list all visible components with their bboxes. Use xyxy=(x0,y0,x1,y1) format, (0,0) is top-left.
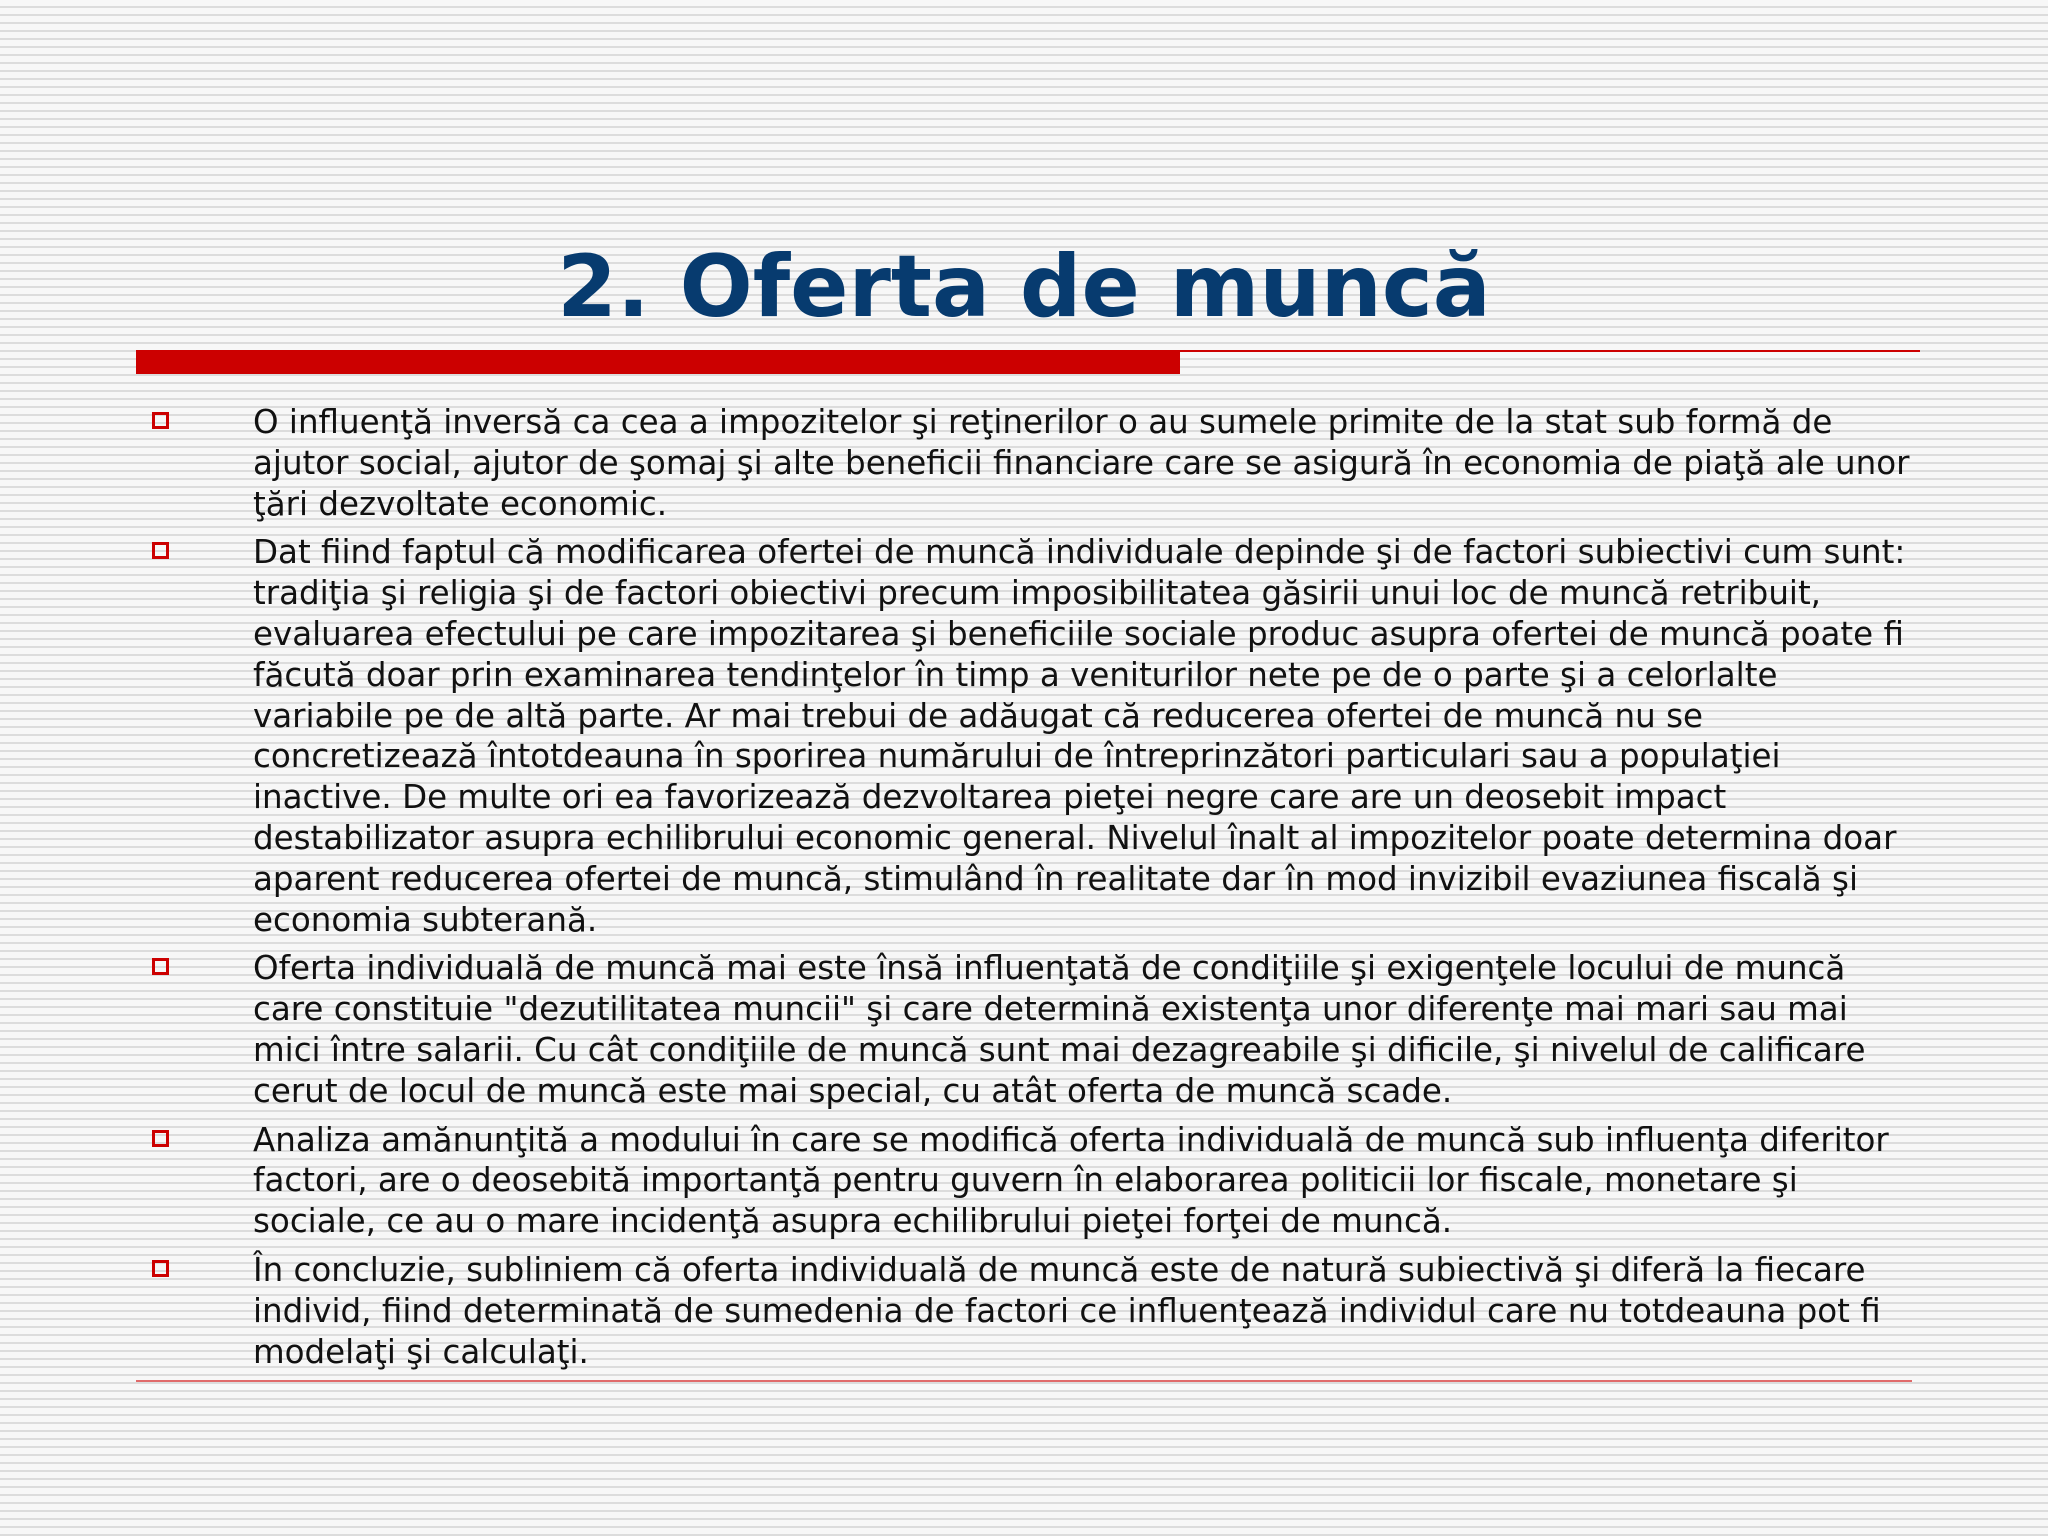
hollow-square-icon xyxy=(152,1130,169,1147)
hollow-square-icon xyxy=(152,412,169,429)
bullet-list xyxy=(136,402,1916,1380)
hollow-square-icon xyxy=(152,542,169,559)
bullet-text-1: O influenţă inversă ca cea a impozitelor şi reţinerilor o au sumele primite de la stat sub formă de ajutor social, ajutor de şomaj şi alte beneficii financiare care se asigură în economia de piaţă ale unor ţări dezvoltate economic. xyxy=(253,403,1910,523)
footer-rule xyxy=(136,1380,1912,1382)
title-underline-thin xyxy=(1180,350,1920,352)
bullet-item-1 xyxy=(136,402,1916,524)
bullet-text-2: Dat fiind faptul că modificarea ofertei de muncă individuale depinde şi de factori subiectivi cum sunt: tradiţia şi religia şi de factori obiectivi precum imposibilitatea găsirii unui loc de muncă retribuit, evaluarea efectului pe care impozitarea şi beneficiile sociale produc asupra ofertei de muncă poate fi făcută doar prin examinarea tendinţelor în timp a veniturilor nete pe de o parte şi a celorlalte variabile pe de altă parte. Ar mai trebui de adăugat că reducerea ofertei de muncă nu se concretizează întotdeauna în sporirea numărului de întreprinzători particulari sau a populaţiei inactive. De multe ori ea favorizează dezvoltarea pieţei negre care are un deosebit impact destabilizator asupra echilibrului economic general. Nivelul înalt al impozitelor poate determina doar aparent reducerea ofertei de muncă, stimulând în realitate dar în mod invizibil evaziunea fiscală şi economia subterană. xyxy=(253,533,1906,939)
bullet-item-4 xyxy=(136,1120,1916,1242)
bullet-item-2 xyxy=(136,532,1916,940)
hollow-square-icon xyxy=(152,958,169,975)
bullet-text-5: În concluzie, subliniem că oferta individuală de muncă este de natură subiectivă şi diferă la fiecare individ, fiind determinată de sumedenia de factori ce influenţează individul care nu totdeauna pot fi modelaţi şi calculaţi. xyxy=(253,1250,1881,1371)
bullet-item-3 xyxy=(136,948,1916,1111)
bullet-text-4: Analiza amănunţită a modului în care se modifică oferta individuală de muncă sub influenţa diferitor factori, are o deosebită importanţă pentru guvern în elaborarea politicii lor fiscale, monetare şi sociale, ce au o mare incidenţă asupra echilibrului pieţei forţei de muncă. xyxy=(253,1120,1889,1241)
hollow-square-icon xyxy=(152,1260,169,1277)
slide-title: 2. Oferta de muncă xyxy=(557,237,1491,337)
bullet-text-3: Oferta individuală de muncă mai este însă influenţată de condiţiile şi exigenţele locului de muncă care constituie "dezutilitatea muncii" şi care determină existenţa unor diferenţe mai mari sau mai mici între salarii. Cu cât condiţiile de muncă sunt mai dezagreabile şi dificile, şi nivelul de calificare cerut de locul de muncă este mai special, cu atât oferta de muncă scade. xyxy=(253,949,1866,1110)
bullet-item-5 xyxy=(136,1250,1916,1372)
title-underline-thick xyxy=(136,350,1180,374)
